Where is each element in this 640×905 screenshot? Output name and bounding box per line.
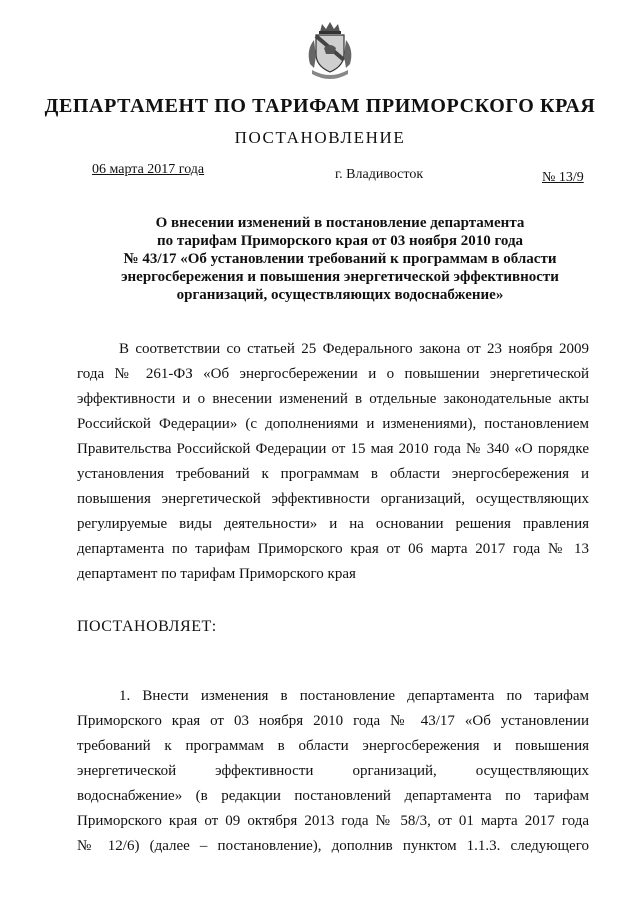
paragraph-line: эффективности и о внесении изменений в отдельные законодательные акты <box>77 391 589 407</box>
paragraph-line: регулируемые виды деятельности» и на основании решения правления <box>77 516 589 532</box>
title-line: по тарифам Приморского края от 03 ноября 2010 года <box>156 233 524 249</box>
paragraph-line: Правительства Российской Федерации от 15 мая 2010 года № 340 «О порядке <box>77 441 589 457</box>
paragraph-line: 1. Внести изменения в постановление департамента по тарифам <box>119 688 589 704</box>
paragraph-line: энергетической эффективности организаций, осуществляющих <box>77 763 589 779</box>
paragraph-line: повышения энергетической эффективности организаций, осуществляющих <box>77 491 589 507</box>
preamble-paragraph <box>77 337 589 587</box>
paragraph-line: установления требований к программам в области энергосбережения и <box>77 466 589 482</box>
department-name: ДЕПАРТАМЕНТ ПО ТАРИФАМ ПРИМОРСКОГО КРАЯ <box>44 95 596 117</box>
paragraph-line: Приморского края от 09 октября 2013 года № 58/3, от 01 марта 2017 года <box>77 813 589 829</box>
resolves-heading: ПОСТАНОВЛЯЕТ: <box>77 618 217 635</box>
title-line: организаций, осуществляющих водоснабжение» <box>176 287 504 303</box>
title-line: энергосбережения и повышения энергетической эффективности <box>121 269 559 285</box>
document-title <box>100 214 580 304</box>
paragraph-line: Российской Федерации» (с дополнениями и изменениями), постановлением <box>77 416 589 432</box>
paragraph-line: Приморского края от 03 ноября 2010 года № 43/17 «Об установлении <box>77 713 589 729</box>
document-city: г. Владивосток <box>335 167 424 182</box>
title-line: № 43/17 «Об установлении требований к программам в области <box>123 251 557 267</box>
document-date: 06 марта 2017 года <box>92 162 205 177</box>
paragraph-line: № 12/6) (далее – постановление), дополнив пунктом 1.1.3. следующего <box>77 838 589 854</box>
title-line: О внесении изменений в постановление департамента <box>155 215 525 231</box>
paragraph-line: водоснабжение» (в редакции постановлений департамента по тарифам <box>77 788 589 804</box>
paragraph-line: департамента по тарифам Приморского края от 06 марта 2017 года № 13 <box>77 541 589 557</box>
document-type: ПОСТАНОВЛЕНИЕ <box>234 128 406 147</box>
document-number: № 13/9 <box>542 170 584 185</box>
item-1-paragraph <box>77 684 589 859</box>
paragraph-line: департамент по тарифам Приморского края <box>77 566 356 582</box>
paragraph-line: года № 261-ФЗ «Об энергосбережении и о повышении энергетической <box>77 366 589 382</box>
paragraph-line: требований к программам в области энергосбережения и повышения <box>77 738 589 754</box>
primorsky-coat-of-arms-icon <box>298 20 362 84</box>
paragraph-line: В соответствии со статьей 25 Федерального закона от 23 ноября 2009 <box>119 341 589 357</box>
